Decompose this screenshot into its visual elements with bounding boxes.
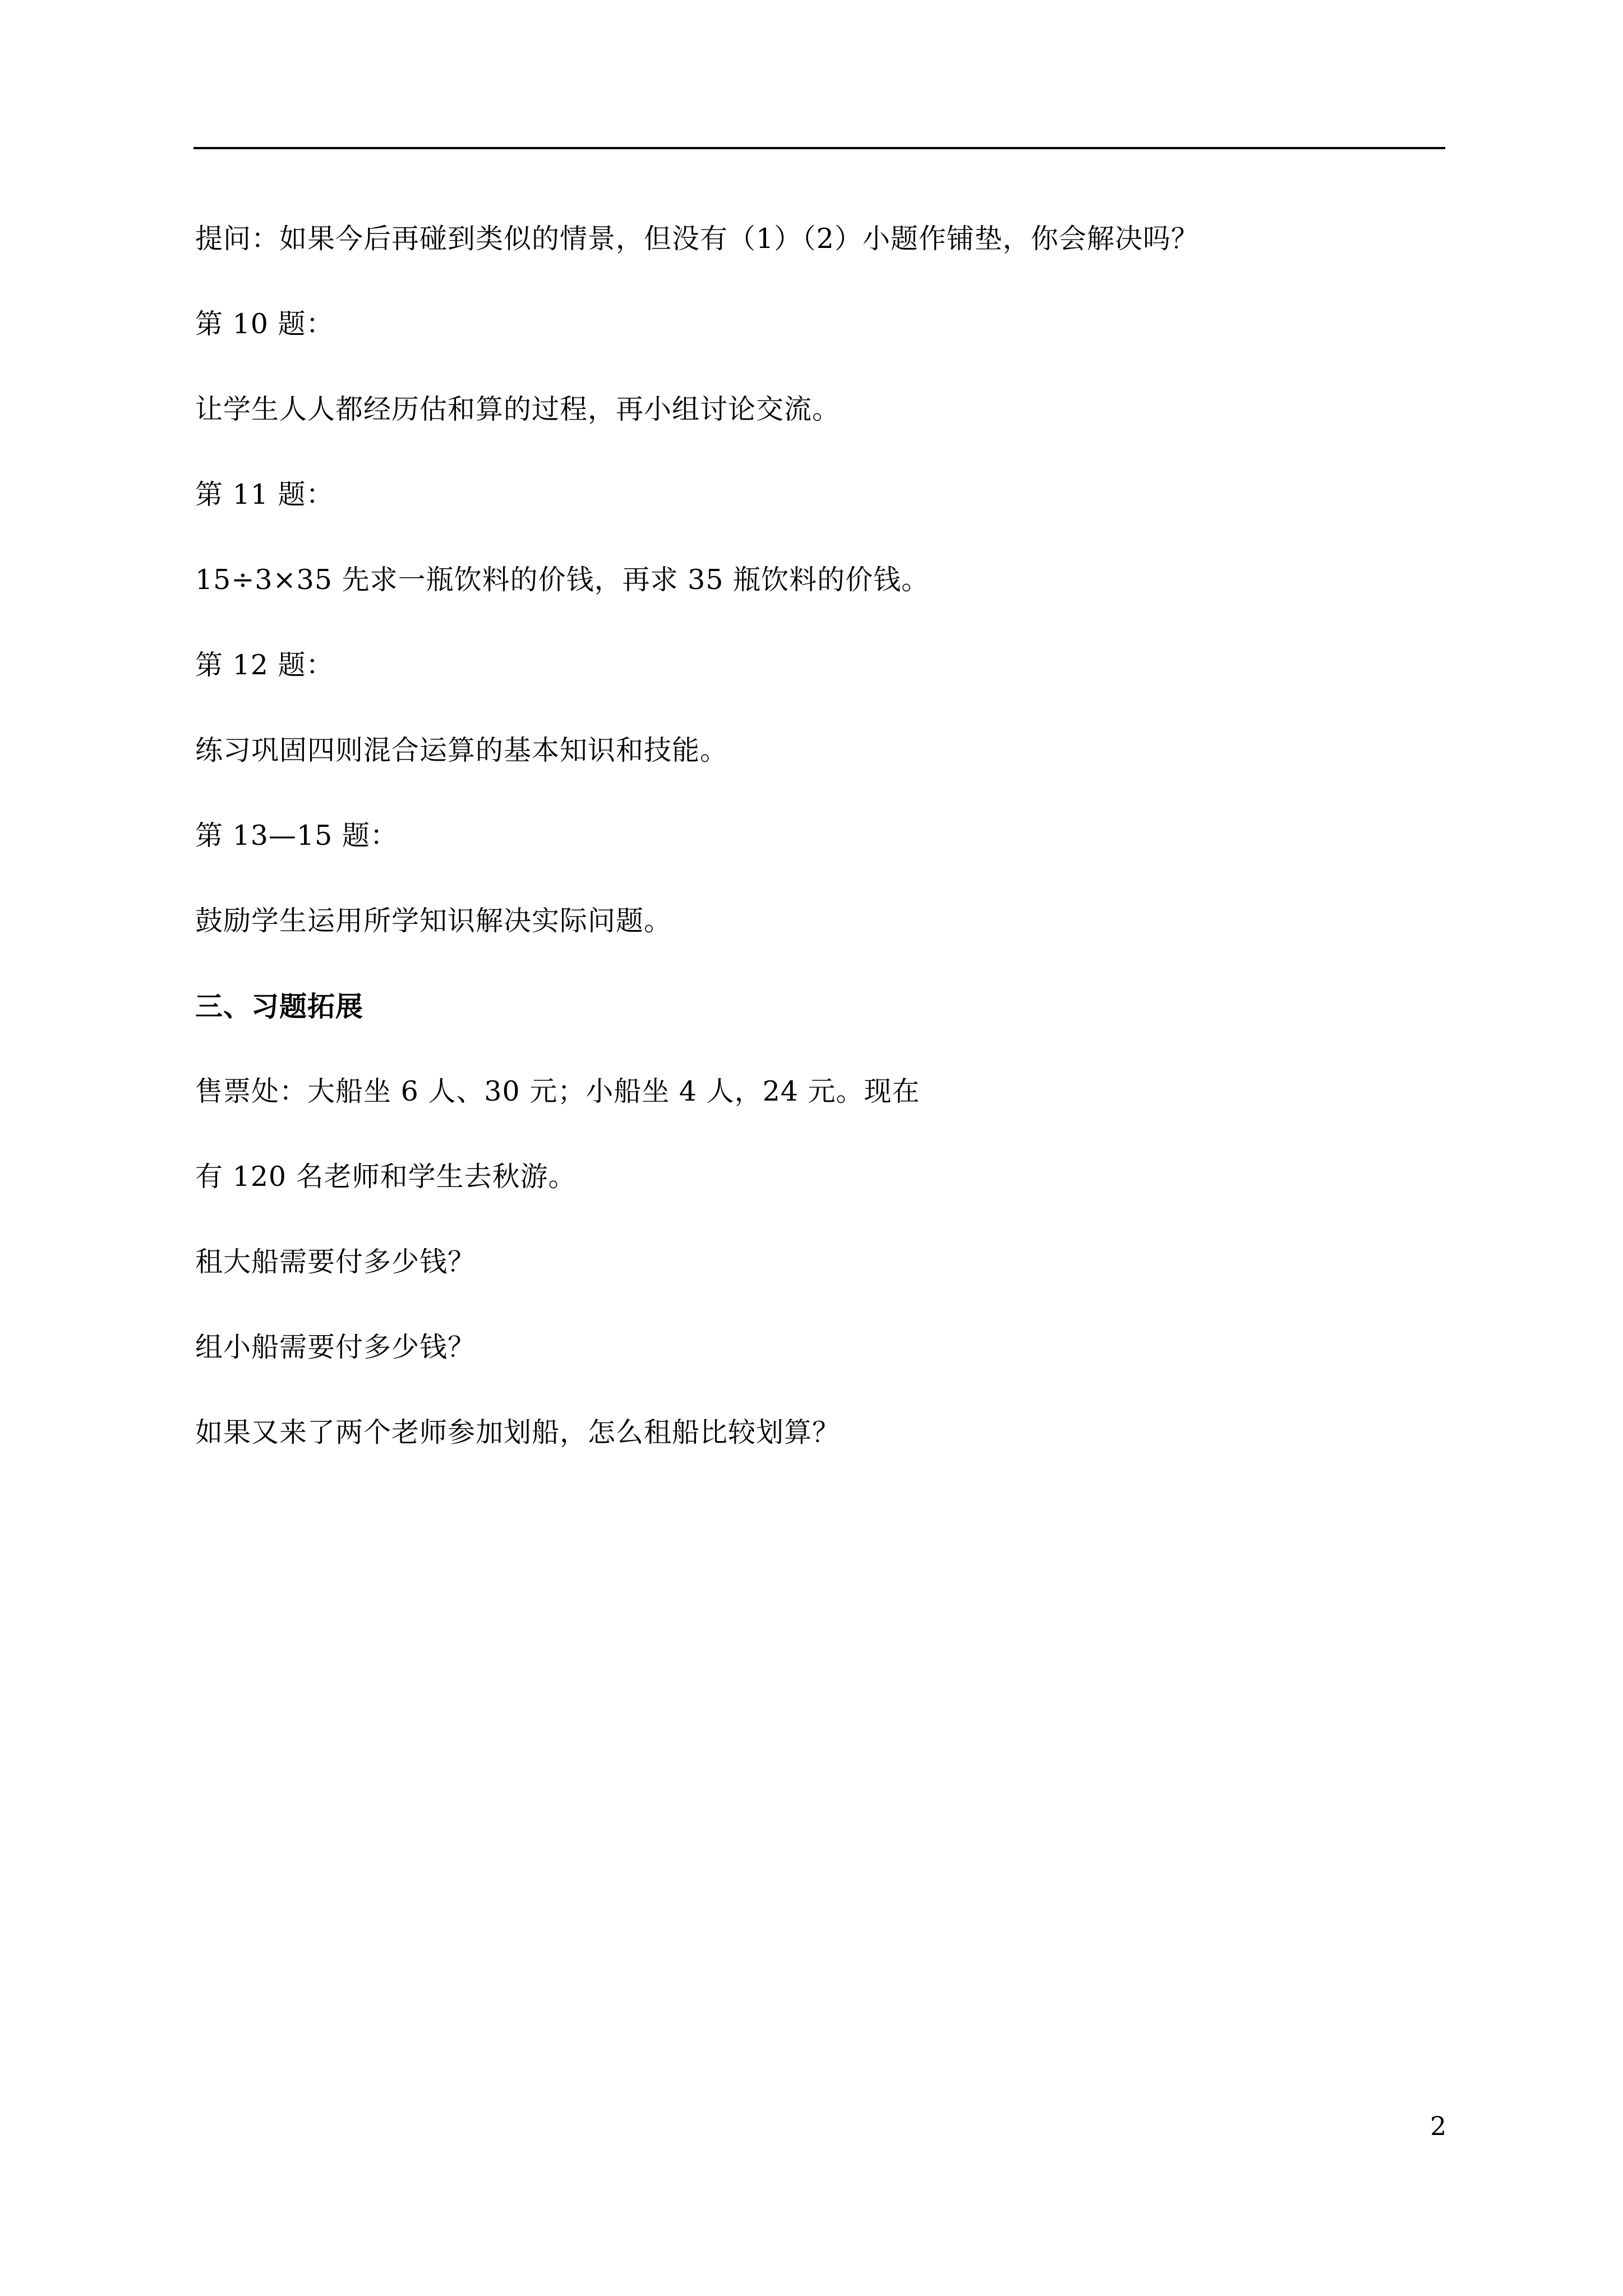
section-heading: 三、习题拓展 bbox=[195, 990, 364, 1023]
page-number: 2 bbox=[1430, 2111, 1447, 2141]
group-size-text: 有 120 名老师和学生去秋游。 bbox=[195, 1161, 577, 1193]
exercise-13-15-text: 鼓励学生运用所学知识解决实际问题。 bbox=[195, 905, 672, 937]
question-big-boat: 租大船需要付多少钱？ bbox=[195, 1246, 476, 1278]
question-prompt: 提问：如果今后再碰到类似的情景，但没有（1）（2）小题作铺垫，你会解决吗？ bbox=[195, 223, 1199, 255]
exercise-13-15-heading: 第 13—15 题： bbox=[195, 820, 398, 852]
exercise-11-text: 15÷3×35 先求一瓶饮料的价钱，再求 35 瓶饮料的价钱。 bbox=[195, 564, 930, 596]
exercise-10-heading: 第 10 题： bbox=[195, 308, 334, 340]
header-rule bbox=[193, 147, 1445, 149]
exercise-10-text: 让学生人人都经历估和算的过程，再小组讨论交流。 bbox=[195, 393, 841, 425]
exercise-12-text: 练习巩固四则混合运算的基本知识和技能。 bbox=[195, 734, 728, 766]
ticket-office-text: 售票处：大船坐 6 人、30 元；小船坐 4 人，24 元。现在 bbox=[195, 1075, 920, 1107]
question-best-option: 如果又来了两个老师参加划船，怎么租船比较划算？ bbox=[195, 1416, 841, 1448]
exercise-11-heading: 第 11 题： bbox=[195, 478, 334, 510]
question-small-boat: 组小船需要付多少钱？ bbox=[195, 1331, 476, 1363]
exercise-12-heading: 第 12 题： bbox=[195, 649, 334, 681]
